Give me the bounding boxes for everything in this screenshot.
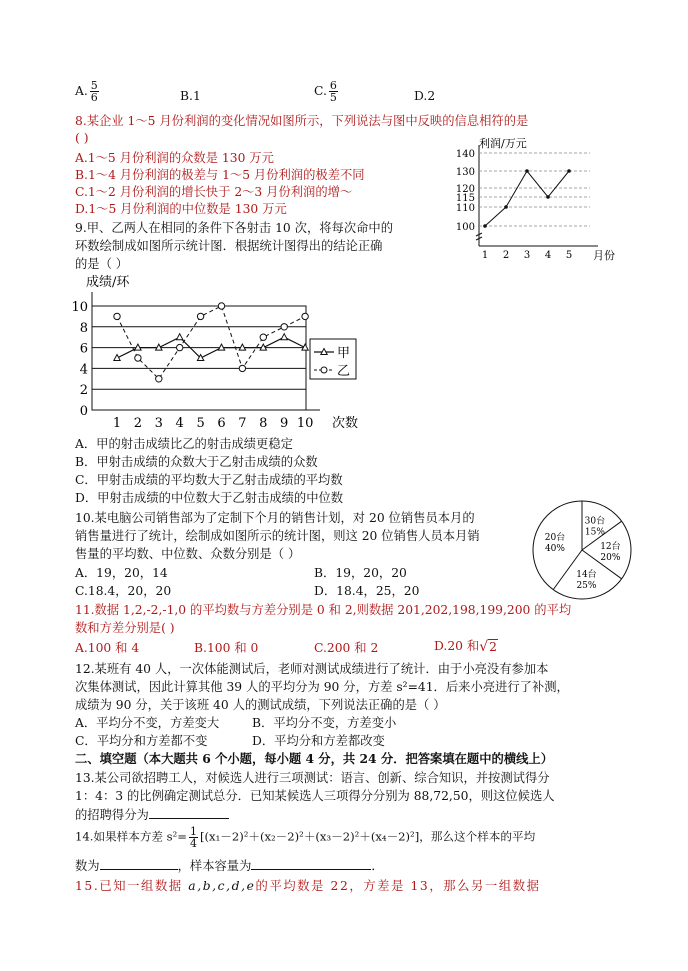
series-yi-marker [260,334,266,340]
profit-x-tick-label: 1 [481,250,489,261]
pie-slice-percent: 20% [600,553,621,563]
pie-slice-label: 30台 [584,516,606,527]
q9-stem-2: 环数绘制成如图所示统计图．根据统计图得出的结论正确 [75,239,383,253]
q7-option-a: A. $\frac{5}{6}$ [75,79,98,104]
shooting-x-tick-label: 6 [217,416,226,431]
shooting-x-tick-label: 7 [238,416,247,431]
q14-size-blank [251,857,371,870]
profit-y-tick-label: 115 [455,193,475,204]
shooting-x-tick-label: 3 [154,416,163,431]
profit-point [504,205,508,209]
pie-slice-label: 14台 [576,570,597,581]
q12-option-b: B．平均分不变，方差变小 [252,716,397,730]
pie-slice-label: 12台 [600,542,621,552]
profit-point [483,224,487,228]
q11-option-c: C.200 和 2 [314,641,379,655]
shooting-chart-xlabel: 次数 [332,416,359,431]
q8-stem: 8.某企业 1～5 月份利润的变化情况如图所示，下列说法与图中反映的信息相符的是 [75,114,529,128]
q9-option-d: D．甲射击成绩的中位数大于乙射击成绩的中位数 [75,491,344,505]
series-yi-marker [156,376,162,382]
q11-option-a: A.100 和 4 [75,641,140,655]
q13-stem-1: 13.某公司欲招聘工人，对候选人进行三项测试：语言、创新、综合知识，并按测试得分 [75,771,550,785]
series-yi-marker [302,313,308,319]
q12-option-a: A．平均分不变，方差变大 [75,716,220,730]
q10-option-b: B．19，20，20 [314,566,407,580]
q12-option-d: D．平均分和方差都改变 [252,734,385,748]
q10-stem-3: 售量的平均数、中位数、众数分别是（ ） [75,547,301,561]
profit-x-tick-label: 2 [502,250,510,261]
q10-option-d: D．18.4，25，20 [314,584,420,598]
pie-slice-percent: 15% [584,527,605,538]
legend-jia-label: 甲 [337,346,351,361]
profit-series-line [485,171,569,226]
shooting-y-tick-label: 0 [79,404,88,419]
shooting-line-chart [70,272,370,440]
profit-y-tick-label: 110 [455,203,475,214]
series-jia-marker [177,334,183,340]
series-yi-marker [218,303,224,309]
pie-slice-label: 20台 [544,533,566,544]
shooting-x-tick-label: 10 [296,416,314,431]
series-yi-line [117,306,305,379]
series-jia-marker [281,334,287,340]
q13-stem-3: 的招聘得分为 [75,806,229,823]
q9-option-a: A．甲的射击成绩比乙的射击成绩更稳定 [75,437,293,451]
shooting-x-tick-label: 4 [175,416,184,431]
q9-option-b: B．甲射击成绩的众数大于乙射击成绩的众数 [75,455,318,469]
q15-line-1: 15.已知一组数据 a,b,c,d,e的平均数是 22，方差是 13，那么另一组数据 [75,879,541,893]
q9-option-c: C．甲射击成绩的平均数大于乙射击成绩的平均数 [75,473,343,487]
sqrt-symbol: √2 [479,638,497,655]
profit-y-tick-label: 100 [455,222,475,233]
shooting-y-tick-label: 2 [79,383,88,399]
series-yi-marker [197,313,203,319]
q13-stem-2: 1：4：3 的比例确定测试总分．已知某候选人三项得分分别为 88,72,50，则这位候选人 [75,789,555,803]
q8-stem-bracket: ( ) [75,131,89,145]
series-yi-marker [239,365,245,371]
q10-option-a: A．19，20，14 [75,566,168,580]
shooting-y-tick-label: 6 [79,341,88,357]
q14-line-2: 数为 ，样本容量为 ． [75,859,384,873]
series-yi-marker [177,344,183,350]
series-yi-marker [135,355,141,361]
q11-option-d: D.20 和√2 [434,638,497,655]
pie-slice-percent: 25% [576,581,597,592]
series-yi-marker [114,313,120,319]
profit-x-tick-label: 5 [565,250,573,261]
q12-stem-3: 成绩为 90 分，关于该班 40 人的测试成绩，下列说法正确的是（ ） [75,698,446,712]
series-yi-marker [281,324,287,330]
q14-line-1: 14.如果样本方差 s²= $\frac{1}{4}$ [(x₁－2)²＋(x₂－2)²＋(x₃－2)²＋(x₄－2)²]，那么这个样本的平均 [75,825,536,850]
profit-x-tick-label: 3 [523,250,531,261]
shooting-chart-ylabel: 成绩/环 [86,275,130,290]
shooting-y-tick-label: 10 [71,300,88,315]
profit-point [546,195,550,199]
q11-stem-1: 11.数据 1,2,-2,-1,0 的平均数与方差分别是 0 和 2,则数据 201,202,198,199,200 的平均 [75,603,572,617]
profit-point [525,169,529,173]
q7-option-b: B.1 [180,89,201,103]
q8-option-a: A.1～5 月份利润的众数是 130 万元 [75,151,274,165]
q12-option-c: C．平均分和方差都不变 [75,734,208,748]
q10-stem-2: 销售量进行了统计，绘制成如图所示的统计图，则这 20 位销售人员本月销 [75,529,480,543]
q12-stem-1: 12.某班有 40 人，一次体能测试后，老师对测试成绩进行了统计．由于小亮没有参加本 [75,662,549,676]
q9-stem-3: 的是（ ） [75,257,129,271]
q12-stem-2: 次集体测试，因此计算其他 39 人的平均分为 90 分，方差 s²=41．后来小亮进行了补测， [75,680,569,694]
legend-yi-marker [321,367,327,373]
q7-option-d: D.2 [414,89,436,103]
section-2-heading: 二、填空题（本大题共 6 个小题，每小题 4 分，共 24 分．把答案填在题中的横线上） [75,751,554,766]
shooting-x-tick-label: 9 [280,416,289,431]
pie-slice-percent: 40% [544,544,565,555]
shooting-x-tick-label: 1 [112,416,122,431]
q10-stem-1: 10.某电脑公司销售部为了定制下个月的销售计划，对 20 位销售员本月的 [75,511,475,525]
profit-y-tick-label: 130 [455,167,475,178]
profit-chart-ylabel: 利润/万元 [479,137,527,150]
q14-mean-blank [100,857,178,870]
sales-pie-chart [530,498,634,602]
q8-option-b: B.1～4 月份利润的极差与 1～5 月份利润的极差不同 [75,168,365,182]
shooting-x-tick-label: 2 [133,416,143,431]
shooting-legend [310,339,356,379]
profit-y-tick-label: 120 [455,184,475,195]
shooting-x-tick-label: 5 [196,416,205,431]
profit-point [567,169,571,173]
q10-option-c: C.18.4，20，20 [75,584,172,598]
profit-chart-xlabel: 月份 [593,249,615,262]
q8-option-c: C.1～2 月份利润的增长快于 2～3 月份利润的增～ [75,185,353,199]
q13-answer-blank [149,806,229,819]
profit-line-chart [445,133,625,263]
profit-y-tick-label: 140 [455,149,475,160]
q11-stem-2: 数和方差分别是( ) [75,621,175,635]
profit-x-tick-label: 4 [544,250,552,261]
shooting-x-tick-label: 8 [259,416,268,431]
legend-yi-label: 乙 [337,364,351,379]
q8-option-d: D.1～5 月份利润的中位数是 130 万元 [75,202,287,216]
shooting-y-tick-label: 8 [79,320,88,336]
shooting-y-tick-label: 4 [79,362,88,378]
q11-option-b: B.100 和 0 [194,641,259,655]
q7-option-c: C. $\frac{6}{5}$ [314,79,337,104]
q9-stem-1: 9.甲、乙两人在相同的条件下各射击 10 次，将每次命中的 [75,221,394,235]
